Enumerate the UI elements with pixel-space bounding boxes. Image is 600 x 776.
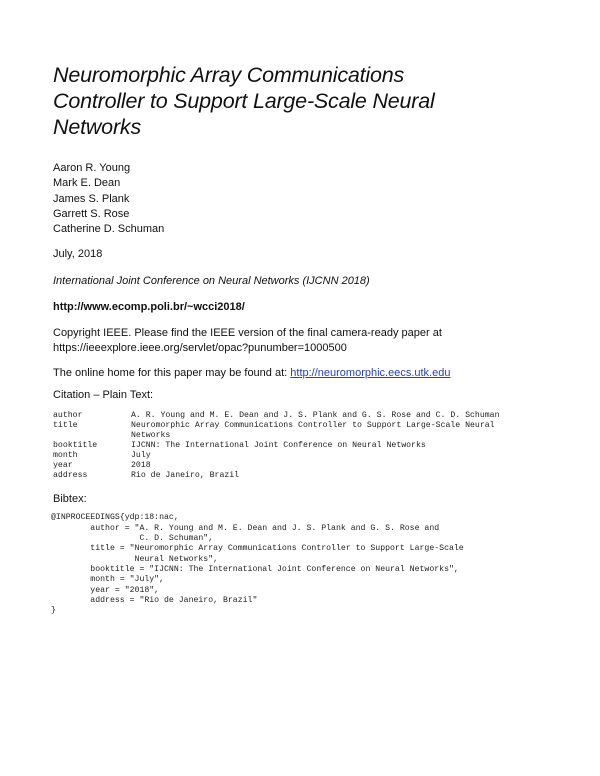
author-list bbox=[53, 161, 553, 237]
citation-value: Networks bbox=[131, 431, 171, 441]
conference-name: International Joint Conference on Neural Networks (IJCNN 2018) bbox=[53, 275, 370, 288]
citation-value: A. R. Young and M. E. Dean and J. S. Plank and G. S. Rose and C. D. Schuman bbox=[131, 411, 500, 421]
citation-key: month bbox=[53, 451, 78, 461]
citation-key: author bbox=[53, 411, 83, 421]
bibtex-line: author = "A. R. Young and M. E. Dean and J. S. Plank and G. S. Rose and bbox=[51, 523, 440, 533]
bibtex-line: month = "July", bbox=[51, 575, 165, 585]
online-home-link[interactable]: http://neuromorphic.eecs.utk.edu bbox=[290, 367, 451, 380]
title-line: Networks bbox=[53, 115, 142, 139]
author-name: Garrett S. Rose bbox=[53, 207, 130, 220]
citation-value: IJCNN: The International Joint Conference on Neural Networks bbox=[131, 441, 426, 451]
citation-key: booktitle bbox=[53, 441, 98, 451]
citation-value: 2018 bbox=[131, 461, 151, 471]
copyright-line: https://ieeexplore.ieee.org/servlet/opac?punumber=1000500 bbox=[53, 342, 347, 355]
title-line: Neuromorphic Array Communications bbox=[53, 63, 405, 87]
bibtex-line: C. D. Schuman", bbox=[51, 534, 214, 544]
bibtex-block bbox=[51, 513, 553, 616]
conference-url: http://www.ecomp.poli.br/~wcci2018/ bbox=[53, 301, 245, 314]
citation-row bbox=[53, 451, 553, 461]
bibtex-line: Neural Networks", bbox=[51, 554, 219, 564]
citation-row bbox=[53, 461, 553, 471]
citation-key: year bbox=[53, 461, 73, 471]
citation-key bbox=[53, 431, 131, 441]
citation-row bbox=[53, 431, 553, 441]
bibtex-heading: Bibtex: bbox=[53, 493, 87, 506]
citation-row bbox=[53, 471, 553, 481]
citation-heading: Citation – Plain Text: bbox=[53, 389, 154, 402]
author-name: Catherine D. Schuman bbox=[53, 223, 165, 236]
bibtex-line: title = "Neuromorphic Array Communications Controller to Support Large-Scale bbox=[51, 544, 464, 554]
paper-title bbox=[53, 62, 553, 140]
title-line: Controller to Support Large-Scale Neural bbox=[53, 89, 435, 113]
citation-value: Rio de Janeiro, Brazil bbox=[131, 471, 240, 481]
citation-value: Neuromorphic Array Communications Controller to Support Large-Scale Neural bbox=[131, 421, 495, 431]
author-name: James S. Plank bbox=[53, 192, 130, 205]
bibtex-line: address = "Rio de Janeiro, Brazil" bbox=[51, 595, 258, 605]
citation-key: title bbox=[53, 421, 78, 431]
online-home-prefix: The online home for this paper may be found at: bbox=[53, 367, 291, 380]
publication-date: July, 2018 bbox=[53, 248, 103, 261]
bibtex-line: @INPROCEEDINGS{ydp:18:nac, bbox=[51, 513, 179, 523]
citation-value: July bbox=[131, 451, 151, 461]
citation-row bbox=[53, 411, 553, 421]
bibtex-line: } bbox=[51, 606, 56, 616]
online-home-line bbox=[53, 366, 553, 380]
citation-row bbox=[53, 441, 553, 451]
author-name: Mark E. Dean bbox=[53, 177, 121, 190]
author-name: Aaron R. Young bbox=[53, 162, 131, 174]
citation-plain-text bbox=[53, 411, 553, 481]
bibtex-line: booktitle = "IJCNN: The International Joint Conference on Neural Networks", bbox=[51, 564, 459, 574]
citation-key: address bbox=[53, 471, 88, 481]
citation-row bbox=[53, 421, 553, 431]
bibtex-line: year = "2018", bbox=[51, 585, 160, 595]
paper-cover-page bbox=[53, 62, 553, 616]
copyright-notice bbox=[53, 326, 553, 356]
copyright-line: Copyright IEEE. Please find the IEEE version of the final camera-ready paper at bbox=[53, 327, 442, 340]
